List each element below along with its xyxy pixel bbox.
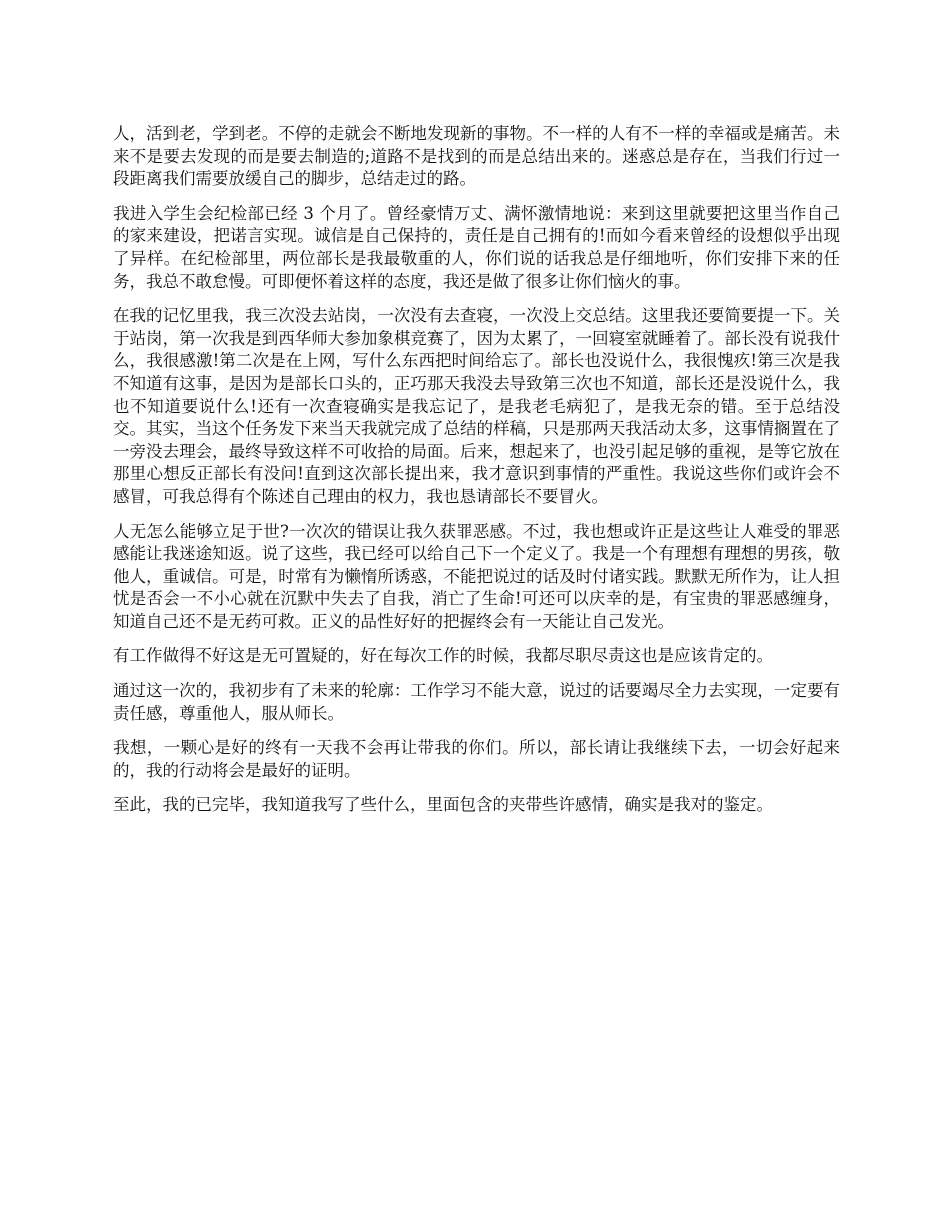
document-body <box>113 123 840 829</box>
paragraph-7: 我想，一颗心是好的终有一天我不会再让带我的你们。所以，部长请让我继续下去，一切会好起来的，我的行动将会是最好的证明。 <box>113 738 840 780</box>
paragraph-5: 有工作做得不好这是无可置疑的，好在每次工作的时候，我都尽职尽责这也是应该肯定的。 <box>113 646 773 666</box>
paragraph-3: 在我的记忆里我，我三次没去站岗，一次没有去查寝，一次没上交总结。这里我还要简要提一下。关于站岗，第一次我是到西华师大参加象棋竞赛了，因为太累了，一回寝室就睡着了。部长没有说我什么，我很感激!第二次是在上网，写什么东西把时间给忘了。部长也没说什么，我很愧疚!第三次是我不知道有这事，是因为是部长口头的，正巧那天我没去导致第三次也不知道，部长还是没说什么，我也不知道要说什么!还有一次查寝确实是我忘记了，是我老毛病犯了，是我无奈的错。至于总结没交。其实，当这个任务发下来当天我就完成了总结的样稿，只是那两天我活动太多，这事情搁置在了一旁没去理会，最终导致这样不可收拾的局面。后来，想起来了，也没引起足够的重视，是等它放在那里心想反正部长有没问!直到这次部长提出来，我才意识到事情的严重性。我说这些你们或许会不感冒，可我总得有个陈述自己理由的权力，我也恳请部长不要冒火。 <box>113 306 840 506</box>
paragraph-4: 人无怎么能够立足于世?一次次的错误让我久获罪恶感。不过，我也想或许正是这些让人难受的罪恶感能让我迷途知返。说了这些，我已经可以给自己下一个定义了。我是一个有理想有理想的男孩，敬他人，重诚信。可是，时常有为懒惰所诱惑，不能把说过的话及时付诸实践。默默无所作为，让人担忧是否会一不小心就在沉默中失去了自我，消亡了生命!可还可以庆幸的是，有宝贵的罪恶感缠身，知道自己还不是无药可救。正义的品性好好的把握终会有一天能让自己发光。 <box>113 521 840 631</box>
paragraph-8: 至此，我的已完毕，我知道我写了些什么，里面包含的夹带些许感情，确实是我对的鉴定。 <box>113 795 773 815</box>
paragraph-2: 我进入学生会纪检部已经 3 个月了。曾经豪情万丈、满怀激情地说：来到这里就要把这里当作自己的家来建设，把诺言实现。诚信是自己保持的，责任是自己拥有的!而如今看来曾经的设想似乎出现了异样。在纪检部里，两位部长是我最敬重的人，你们说的话我总是仔细地听，你们安排下来的任务，我总不敢怠慢。可即便怀着这样的态度，我还是做了很多让你们恼火的事。 <box>113 203 840 291</box>
paragraph-1: 人，活到老，学到老。不停的走就会不断地发现新的事物。不一样的人有不一样的幸福或是痛苦。未来不是要去发现的而是要去制造的;道路不是找到的而是总结出来的。迷惑总是存在，当我们行过一段距离我们需要放缓自己的脚步，总结走过的路。 <box>113 124 840 189</box>
paragraph-6: 通过这一次的，我初步有了未来的轮廓：工作学习不能大意，说过的话要竭尽全力去实现，一定要有责任感，尊重他人，服从师长。 <box>113 681 840 723</box>
